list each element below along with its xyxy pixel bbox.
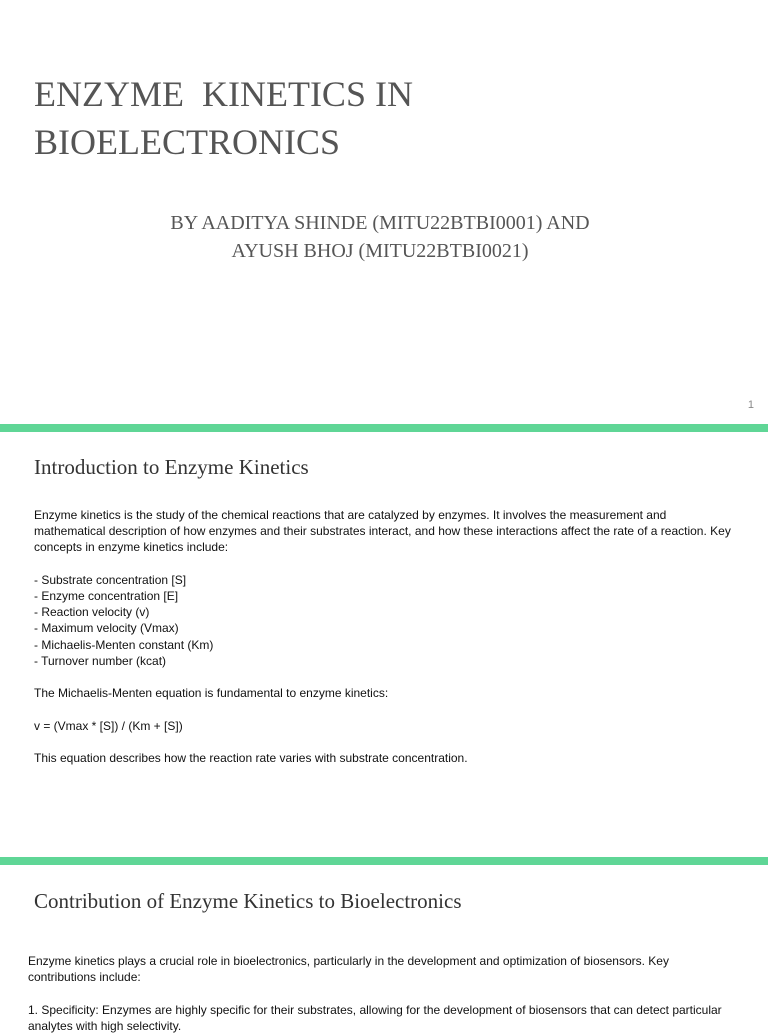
contribution-point: 1. Specificity: Enzymes are highly specific for their substrates, allowing for the development of biosensors that can detect particular analytes with high selectivity. xyxy=(28,1002,722,1033)
contribution-slide xyxy=(0,865,768,1033)
list-item: - Maximum velocity (Vmax) xyxy=(34,621,179,636)
introduction-slide xyxy=(0,432,768,857)
list-item: - Turnover number (kcat) xyxy=(34,653,167,668)
list-item: - Michaelis-Menten constant (Km) xyxy=(34,637,214,652)
michaelis-menten-equation: v = (Vmax * [S]) / (Km + [S]) xyxy=(34,718,183,733)
intro-paragraph: Enzyme kinetics is the study of the chemical reactions that are catalyzed by enzymes. It involves the measurement and mathematical description of how enzymes and their substrates interact, and how these interactions affect the rate of a reaction. Key concepts in enzyme kinetics include: xyxy=(34,508,731,555)
slide-body xyxy=(28,953,738,1034)
equation-intro: The Michaelis-Menten equation is fundamental to enzyme kinetics: xyxy=(34,686,389,701)
presentation-subtitle xyxy=(100,209,660,265)
slide-heading: Contribution of Enzyme Kinetics to Bioelectronics xyxy=(34,889,462,913)
slide-body xyxy=(34,507,734,766)
list-item: - Reaction velocity (v) xyxy=(34,605,150,620)
list-item: - Enzyme concentration [E] xyxy=(34,589,179,603)
slide-heading: Introduction to Enzyme Kinetics xyxy=(34,455,309,479)
intro-paragraph: Enzyme kinetics plays a crucial role in bioelectronics, particularly in the development and optimization of biosensors. Key contributions include: xyxy=(28,954,669,985)
subtitle-authors-line-1: BY AADITYA SHINDE (MITU22BTBI0001) AND xyxy=(170,212,590,234)
subtitle-authors-line-2: AYUSH BHOJ (MITU22BTBI0021) xyxy=(231,240,529,262)
key-concepts-list xyxy=(34,572,734,669)
conclusion-paragraph: This equation describes how the reaction rate varies with substrate concentration. xyxy=(34,750,468,765)
presentation-title: ENZYME KINETICS IN BIOELECTRONICS xyxy=(34,74,413,162)
title-slide xyxy=(0,0,768,424)
list-item: - Substrate concentration [S] xyxy=(34,572,187,587)
slide-divider xyxy=(0,424,768,432)
slide-divider xyxy=(0,857,768,865)
slide-page-number: 1 xyxy=(747,399,754,411)
